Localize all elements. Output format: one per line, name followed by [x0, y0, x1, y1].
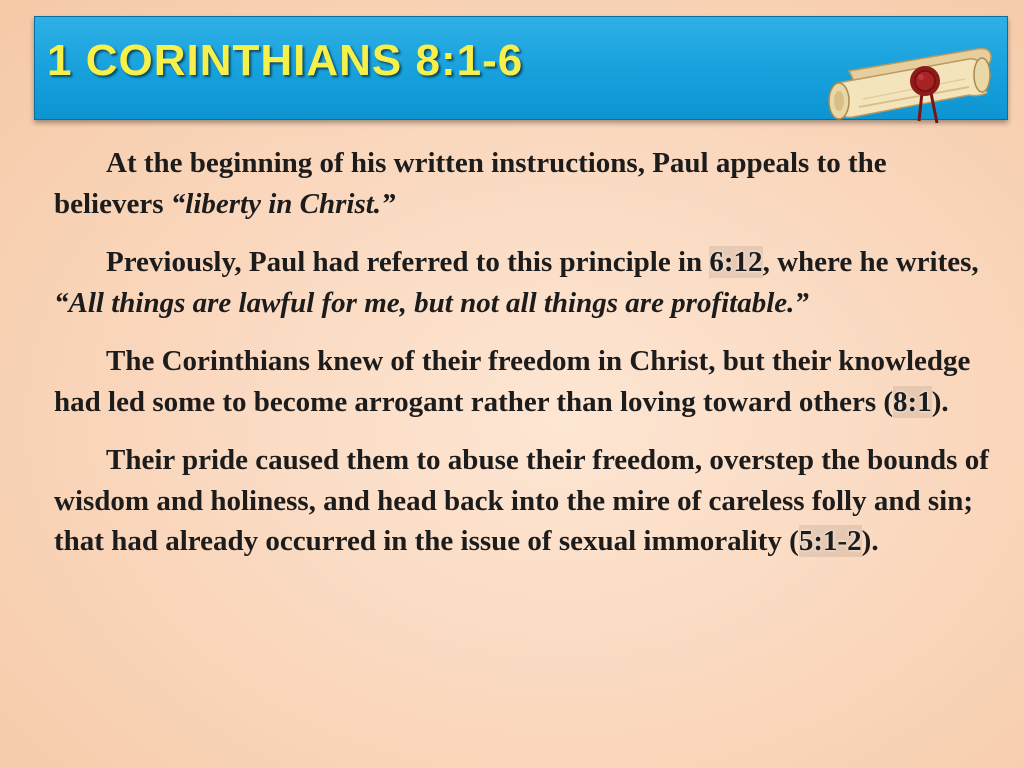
paragraph-1-quote: “liberty in Christ.” [170, 187, 396, 220]
paragraph-4-text: Their pride caused them to abuse their freedom, overstep the bounds of wisdom and holiness, and head back into the mire of careless folly and sin; that had already occurred in the issue of sexual immorality ( [54, 444, 989, 557]
paragraph-1-text: At the beginning of his written instructions, Paul appeals to the believers [54, 147, 887, 220]
scroll-with-wax-seal-icon [819, 31, 995, 125]
paragraph-2-text: Previously, Paul had referred to this principle in [106, 246, 710, 278]
scripture-reference: 6:12 [709, 246, 763, 278]
scripture-reference: 5:1-2 [798, 525, 862, 557]
paragraph-3-text-cont: ). [931, 385, 949, 418]
slide-title: 1 CORINTHIANS 8:1-6 [47, 36, 524, 85]
paragraph-1 [54, 143, 994, 224]
title-banner [34, 16, 1008, 120]
paragraph-4 [54, 440, 994, 562]
paragraph-3-text: The Corinthians knew of their freedom in Christ, but their knowledge had led some to become arrogant rather than loving toward others ( [54, 345, 971, 418]
slide-body [54, 143, 994, 580]
paragraph-4-text-cont: ). [861, 525, 879, 557]
scripture-reference: 8:1 [893, 385, 932, 418]
paragraph-2-quote: “All things are lawful for me, but not all things are profitable.” [54, 286, 809, 319]
paragraph-3 [54, 341, 994, 422]
paragraph-2-text-cont: , where he writes, [762, 246, 979, 278]
paragraph-2 [54, 242, 994, 323]
